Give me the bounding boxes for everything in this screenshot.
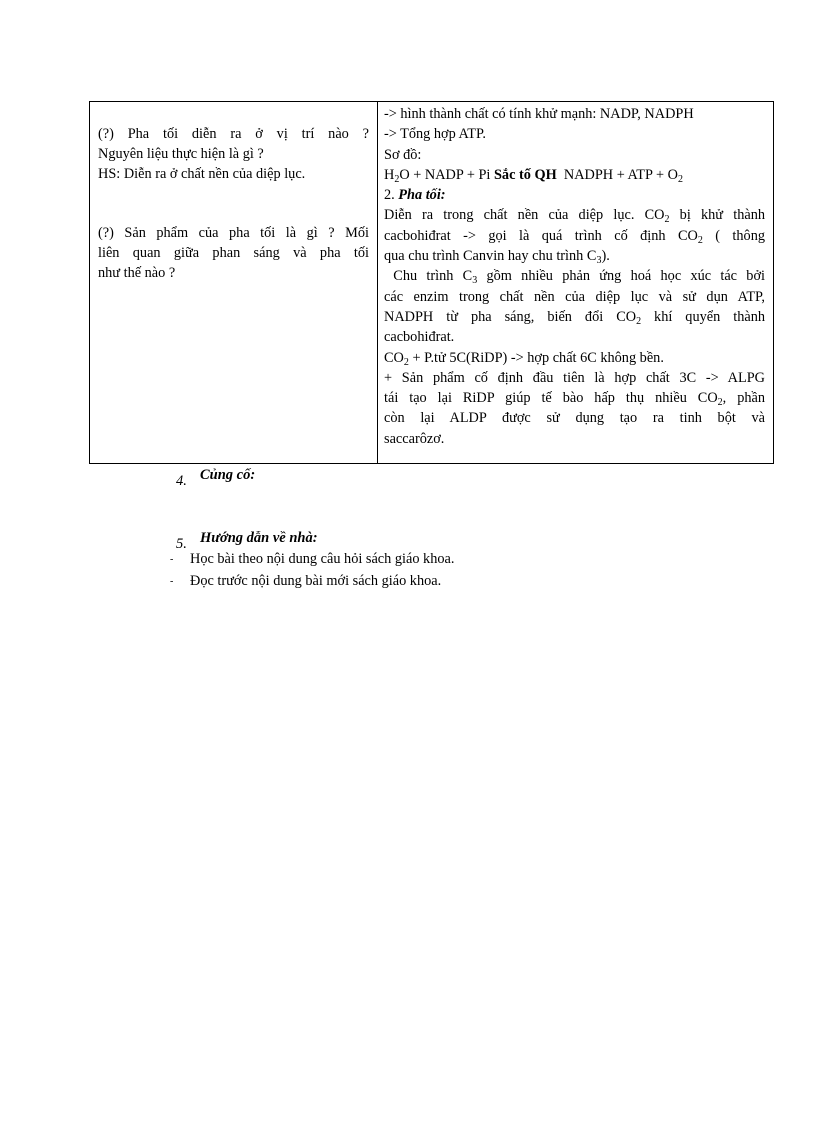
content-line: cacbohiđrat -> gọi là quá trình cố định $CO_2$ ( thông (384, 227, 765, 246)
question-2-line-2: liên quan giữa phan sáng và pha tối (98, 245, 369, 261)
content-line: qua chu trình Canvin hay chu trình $C_3$). (384, 248, 610, 267)
content-line: $CO_2$ + P.tử 5C(RiDP) -> hợp chất 6C không bền. (384, 349, 664, 368)
question-2-line-1: (?) Sản phẩm của pha tối là gì ? Mối (98, 225, 369, 241)
question-2-line-3: như thế nào ? (98, 265, 176, 281)
list-item-text: Đọc trước nội dung bài mới sách giáo khoa. (190, 573, 442, 589)
content-column (378, 102, 773, 463)
content-line: các enzim trong chất nền của diệp lục và sử dụn ATP, (384, 288, 765, 305)
list-item-text: Học bài theo nội dung câu hỏi sách giáo khoa. (190, 551, 455, 567)
content-line: còn lại ALDP được sử dụng tạo ra tinh bột và (384, 410, 765, 427)
content-line: -> Tổng hợp ATP. (384, 126, 486, 143)
question-1-line-2: Nguyên liệu thực hiện là gì ? (98, 146, 264, 162)
dark-phase-heading: 2. Pha tối: (384, 187, 446, 204)
bullet-dash: - (170, 576, 174, 587)
content-line: cacbohiđrat. (384, 329, 455, 346)
bullet-dash: - (170, 554, 174, 565)
content-line: Diễn ra trong chất nền của diệp lục. $CO_2$ bị khử thành (384, 207, 765, 226)
content-line: saccarôzơ. (384, 430, 445, 447)
teacher-activity-column (90, 102, 378, 463)
content-line: + Sản phẩm cố định đầu tiên là hợp chất 3C -> ALPG (384, 369, 765, 386)
reaction-equation: $H_2O$ + NADP + Pi Sắc tố QH NADPH + ATP + $O_2$ (384, 166, 683, 185)
content-line: -> hình thành chất có tính khử mạnh: NADP, NADPH (384, 106, 694, 122)
section-number: 5. (176, 536, 187, 552)
content-line: Chu trình $C_3$ gồm nhiều phản ứng hoá học xúc tác bởi (384, 268, 765, 287)
section-title: Củng cố: (200, 467, 256, 483)
lesson-table (89, 101, 774, 464)
content-line: tái tạo lại RiDP giúp tế bào hấp thụ nhiều $CO_2$, phần (384, 390, 765, 409)
section-title: Hướng dẫn về nhà: (200, 530, 318, 546)
content-line: Sơ đồ: (384, 146, 422, 163)
content-line: NADPH từ pha sáng, biến đổi $CO_2$ khí quyển thành (384, 308, 765, 327)
question-1-line-1: (?) Pha tối diễn ra ở vị trí nào ? (98, 126, 369, 142)
spacer (98, 184, 369, 223)
section-number: 4. (176, 473, 187, 489)
student-answer: HS: Diễn ra ở chất nền của diệp lục. (98, 166, 306, 182)
